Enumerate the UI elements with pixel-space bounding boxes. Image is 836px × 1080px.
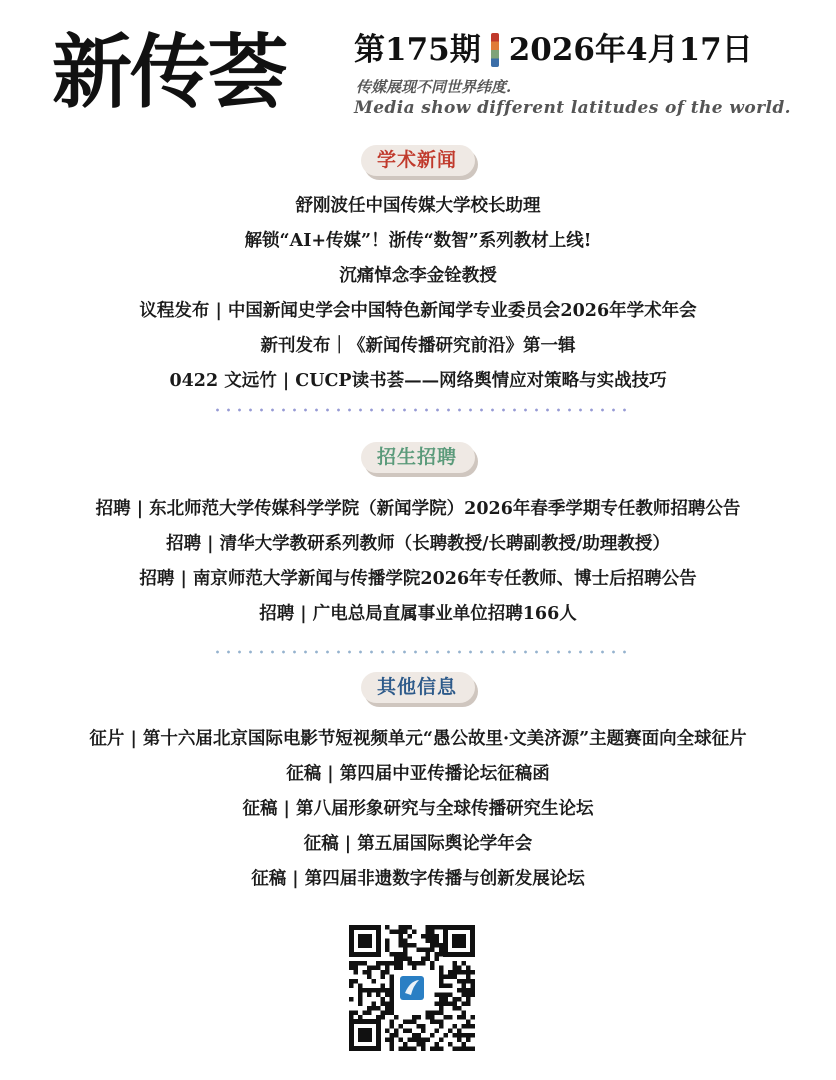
issue-number: 第175期 [354, 32, 481, 68]
slogan-english: Media show different latitudes of the world. [354, 98, 791, 118]
section-recruitment [0, 440, 836, 632]
section-header [0, 143, 836, 177]
section-other-info [0, 670, 836, 897]
list-item[interactable]: 议程发布 | 中国新闻史学会中国特色新闻学专业委员会2026年学术年会 [139, 301, 697, 321]
section-header [0, 670, 836, 704]
issue-line [354, 28, 753, 72]
news-list [0, 189, 836, 399]
list-item[interactable]: 征稿 | 第四届中亚传播论坛征稿函 [286, 764, 550, 784]
section-header [0, 440, 836, 474]
dotted-divider [212, 408, 634, 412]
color-bar-icon [491, 33, 499, 67]
list-item[interactable]: 新刊发布｜《新闻传播研究前沿》第一辑 [260, 336, 576, 356]
list-item[interactable]: 征稿 | 第四届非遗数字传播与创新发展论坛 [251, 869, 585, 889]
section-title: 学术新闻 [361, 145, 475, 176]
list-item[interactable]: 招聘 | 东北师范大学传媒科学学院（新闻学院）2026年春季学期专任教师招聘公告 [95, 499, 741, 519]
dotted-divider [212, 650, 634, 654]
list-item[interactable]: 招聘 | 清华大学教研系列教师（长聘教授/长聘副教授/助理教授） [166, 534, 670, 554]
other-info-list [0, 722, 836, 897]
list-item[interactable]: 舒刚波任中国传媒大学校长助理 [295, 196, 541, 216]
list-item[interactable]: 征稿 | 第五届国际舆论学年会 [303, 834, 533, 854]
slogan-chinese: 传媒展现不同世界纬度. [356, 78, 512, 96]
list-item[interactable]: 招聘 | 南京师范大学新闻与传播学院2026年专任教师、博士后招聘公告 [139, 569, 697, 589]
recruitment-list [0, 492, 836, 632]
list-item[interactable]: 征片 | 第十六届北京国际电影节短视频单元“愚公故里·文美济源”主题赛面向全球征片 [89, 729, 747, 749]
list-item[interactable]: 解锁“AI+传媒”！浙传“数智”系列教材上线! [244, 231, 592, 251]
qr-code-icon [347, 923, 477, 1053]
issue-date: 2026年4月17日 [508, 32, 753, 68]
list-item[interactable]: 招聘 | 广电总局直属事业单位招聘166人 [259, 604, 577, 624]
section-title: 其他信息 [361, 672, 475, 703]
list-item[interactable]: 征稿 | 第八届形象研究与全球传播研究生论坛 [242, 799, 594, 819]
brand-title: 新传荟 [52, 25, 286, 119]
section-title: 招生招聘 [361, 442, 475, 473]
masthead [0, 0, 836, 130]
list-item[interactable]: 沉痛悼念李金铨教授 [339, 266, 497, 286]
list-item[interactable]: 0422 文远竹 | CUCP读书荟——网络舆情应对策略与实战技巧 [169, 371, 667, 391]
section-academic-news [0, 143, 836, 399]
